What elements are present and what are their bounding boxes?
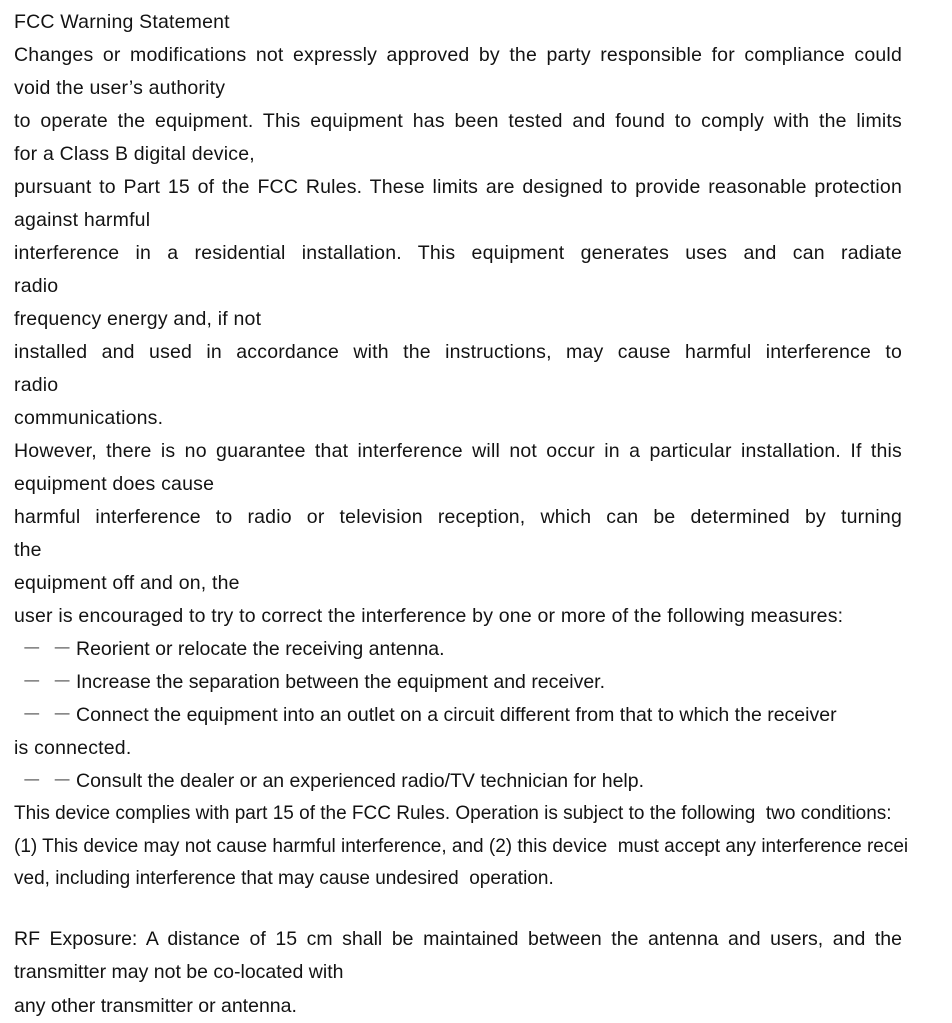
paragraph-line: user is encouraged to try to correct the interference by one or more of the following measures: — [14, 600, 938, 633]
paragraph-line: for a Class B digital device, — [14, 138, 938, 171]
paragraph-line: harmful interference to radio or television reception, which can be determined by turning the — [14, 501, 902, 567]
paragraph-line: against harmful — [14, 204, 938, 237]
compliance-line: This device complies with part 15 of the FCC Rules. Operation is subject to the following two conditions: — [14, 798, 938, 831]
document-body — [14, 6, 938, 1023]
list-item — [14, 633, 938, 666]
paragraph-line: frequency energy and, if not — [14, 303, 938, 336]
dash-bullet-icon: － － — [22, 765, 76, 798]
paragraph-line: to operate the equipment. This equipment has been tested and found to comply with the limits — [14, 105, 902, 138]
paragraph-line: void the user’s authority — [14, 72, 938, 105]
list-item — [14, 765, 938, 798]
paragraph-line: Changes or modifications not expressly approved by the party responsible for compliance could — [14, 39, 902, 72]
compliance-line: (1) This device may not cause harmful interference, and (2) this device must accept any interference recei — [14, 831, 938, 864]
list-item-label: Reorient or relocate the receiving antenna. — [76, 633, 938, 666]
list-item — [14, 699, 938, 732]
document-heading: FCC Warning Statement — [14, 6, 938, 39]
paragraph-spacer — [14, 896, 938, 923]
list-item-label: Connect the equipment into an outlet on a circuit different from that to which the receiver — [76, 699, 938, 732]
paragraph-line: pursuant to Part 15 of the FCC Rules. These limits are designed to provide reasonable protection — [14, 171, 902, 204]
rf-exposure-line: RF Exposure: A distance of 15 cm shall be maintained between the antenna and users, and the — [14, 923, 902, 957]
paragraph-line: interference in a residential installation. This equipment generates uses and can radiate radio — [14, 237, 902, 303]
dash-bullet-icon: － － — [22, 699, 76, 732]
rf-exposure-line: any other transmitter or antenna. — [14, 990, 902, 1023]
dash-bullet-icon: － － — [22, 633, 76, 666]
compliance-line: ved, including interference that may cause undesired operation. — [14, 863, 938, 896]
compliance-statement — [14, 798, 938, 896]
list-item-label: Increase the separation between the equipment and receiver. — [76, 666, 938, 699]
list-item — [14, 666, 938, 699]
paragraph-line: installed and used in accordance with the instructions, may cause harmful interference to radio — [14, 336, 902, 402]
rf-exposure-statement — [14, 923, 938, 1023]
paragraph-line: equipment does cause — [14, 468, 938, 501]
dash-bullet-icon: － － — [22, 666, 76, 699]
list-item-label: Consult the dealer or an experienced radio/TV technician for help. — [76, 765, 938, 798]
paragraph-line: However, there is no guarantee that interference will not occur in a particular installation. If this — [14, 435, 902, 468]
paragraph-line: equipment off and on, the — [14, 567, 938, 600]
paragraph-line: communications. — [14, 402, 938, 435]
rf-exposure-line: transmitter may not be co-located with — [14, 956, 902, 990]
list-item-continuation: is connected. — [14, 732, 938, 765]
